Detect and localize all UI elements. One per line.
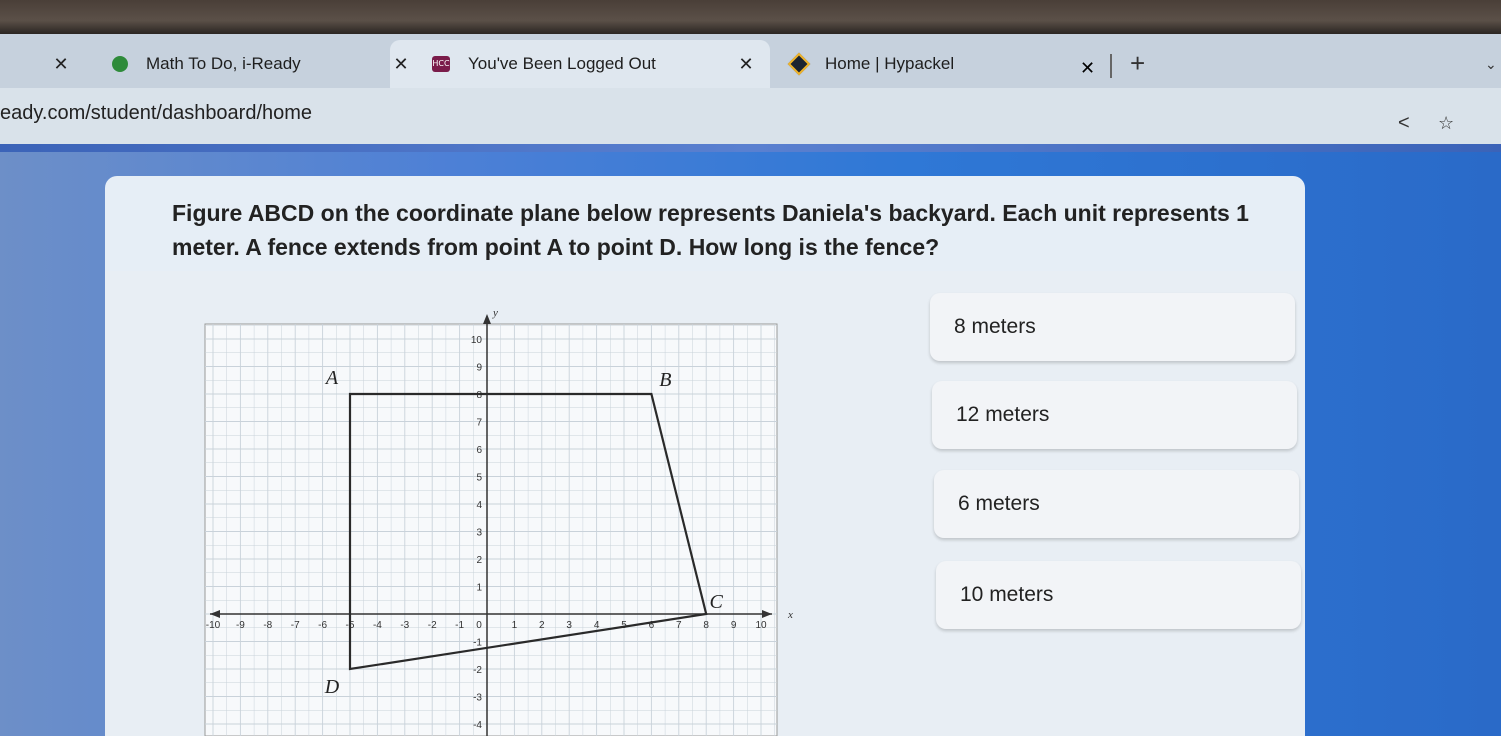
point-label-c: C [709,591,723,613]
y-tick-label: 1 [476,582,482,594]
x-tick-label: 9 [730,620,737,631]
y-tick-label: 4 [476,500,482,511]
tab-iready[interactable] [50,40,301,88]
choice-label: 8 meters [954,315,1036,338]
x-tick-label: -4 [372,620,382,631]
coordinate-plane [200,300,800,736]
grid [205,324,777,736]
y-tick-label: -2 [473,665,482,676]
point-label-a: A [325,367,339,389]
plot-frame [205,324,777,736]
y-tick-label: 2 [476,555,482,566]
screen-bezel [0,0,1501,34]
tab-title: You've Been Logged Out [468,54,656,73]
answer-choice-1[interactable] [930,293,1295,361]
y-tick-label: 10 [470,335,482,346]
tab-title: Home | Hypackel [825,54,955,73]
x-tick-label: 10 [755,620,767,631]
tab-separator [1110,54,1112,78]
hcc-icon: HCC [432,56,450,72]
y-tick-label: 7 [476,417,482,429]
tab-hypackel[interactable] [735,40,954,88]
x-tick-label: -9 [235,620,245,631]
hypackel-icon [788,53,811,76]
chevron-down-icon[interactable]: ⌄ [1485,56,1497,72]
address-bar [0,88,1501,144]
x-tick-label: -3 [400,620,410,631]
answer-choice-2[interactable] [932,381,1297,449]
y-tick-label: 3 [476,527,482,539]
x-tick-label: 6 [648,620,655,631]
y-axis-arrow [483,314,491,324]
x-tick-label: 7 [676,620,682,631]
share-icon[interactable]: < [1398,112,1410,134]
y-tick-label: 8 [476,390,482,401]
y-tick-label: -1 [473,637,482,649]
new-tab-icon[interactable]: + [1130,48,1146,78]
choice-label: 10 meters [960,583,1054,606]
x-tick-label: -2 [427,620,437,631]
y-tick-label: 9 [476,362,482,374]
x-tick-label: 3 [566,620,572,631]
close-icon[interactable]: ✕ [738,53,754,74]
x-tick-label: -10 [205,620,221,631]
tab-strip [0,34,1501,88]
x-tick-label: 2 [539,620,545,631]
close-icon[interactable]: ✕ [53,53,69,74]
choice-label: 6 meters [958,492,1040,515]
close-icon[interactable]: ✕ [1080,58,1096,78]
question-text: Figure ABCD on the coordinate plane below represents Daniela's backyard. Each unit represents 1 meter. A fence extends from point A to point D. How long is the fence? [172,200,1249,260]
url-text[interactable]: eady.com/student/dashboard/home [0,102,313,124]
tab-logged-out[interactable] [390,40,770,88]
x-tick-label: 1 [511,620,518,631]
point-label-b: B [659,369,672,391]
answer-choice-3[interactable] [934,470,1299,538]
page-header-strip [0,144,1501,152]
x-tick-label: -6 [318,620,328,631]
answer-choice-4[interactable] [936,561,1301,629]
y-axis-label: y [493,307,498,319]
star-icon[interactable]: ☆ [1438,113,1455,133]
x-axis-label: x [788,609,793,621]
x-tick-label: -5 [345,620,355,631]
x-tick-label: 4 [593,620,600,631]
x-tick-label: -1 [455,620,465,631]
choice-label: 12 meters [956,403,1050,426]
y-tick-label: 6 [476,445,482,456]
y-tick-label: 5 [476,472,482,484]
x-tick-label: 5 [621,620,627,631]
x-tick-label: 8 [703,620,709,631]
iready-icon [112,56,128,72]
close-icon[interactable]: ✕ [393,53,409,74]
tab-title: Math To Do, i-Ready [146,54,301,73]
x-tick-label: -8 [263,620,273,631]
y-tick-label: -3 [473,692,482,704]
y-tick-label: -4 [473,720,482,731]
point-label-d: D [324,676,340,698]
x-tick-label: -7 [290,620,300,631]
x-tick-label: 0 [476,620,482,631]
